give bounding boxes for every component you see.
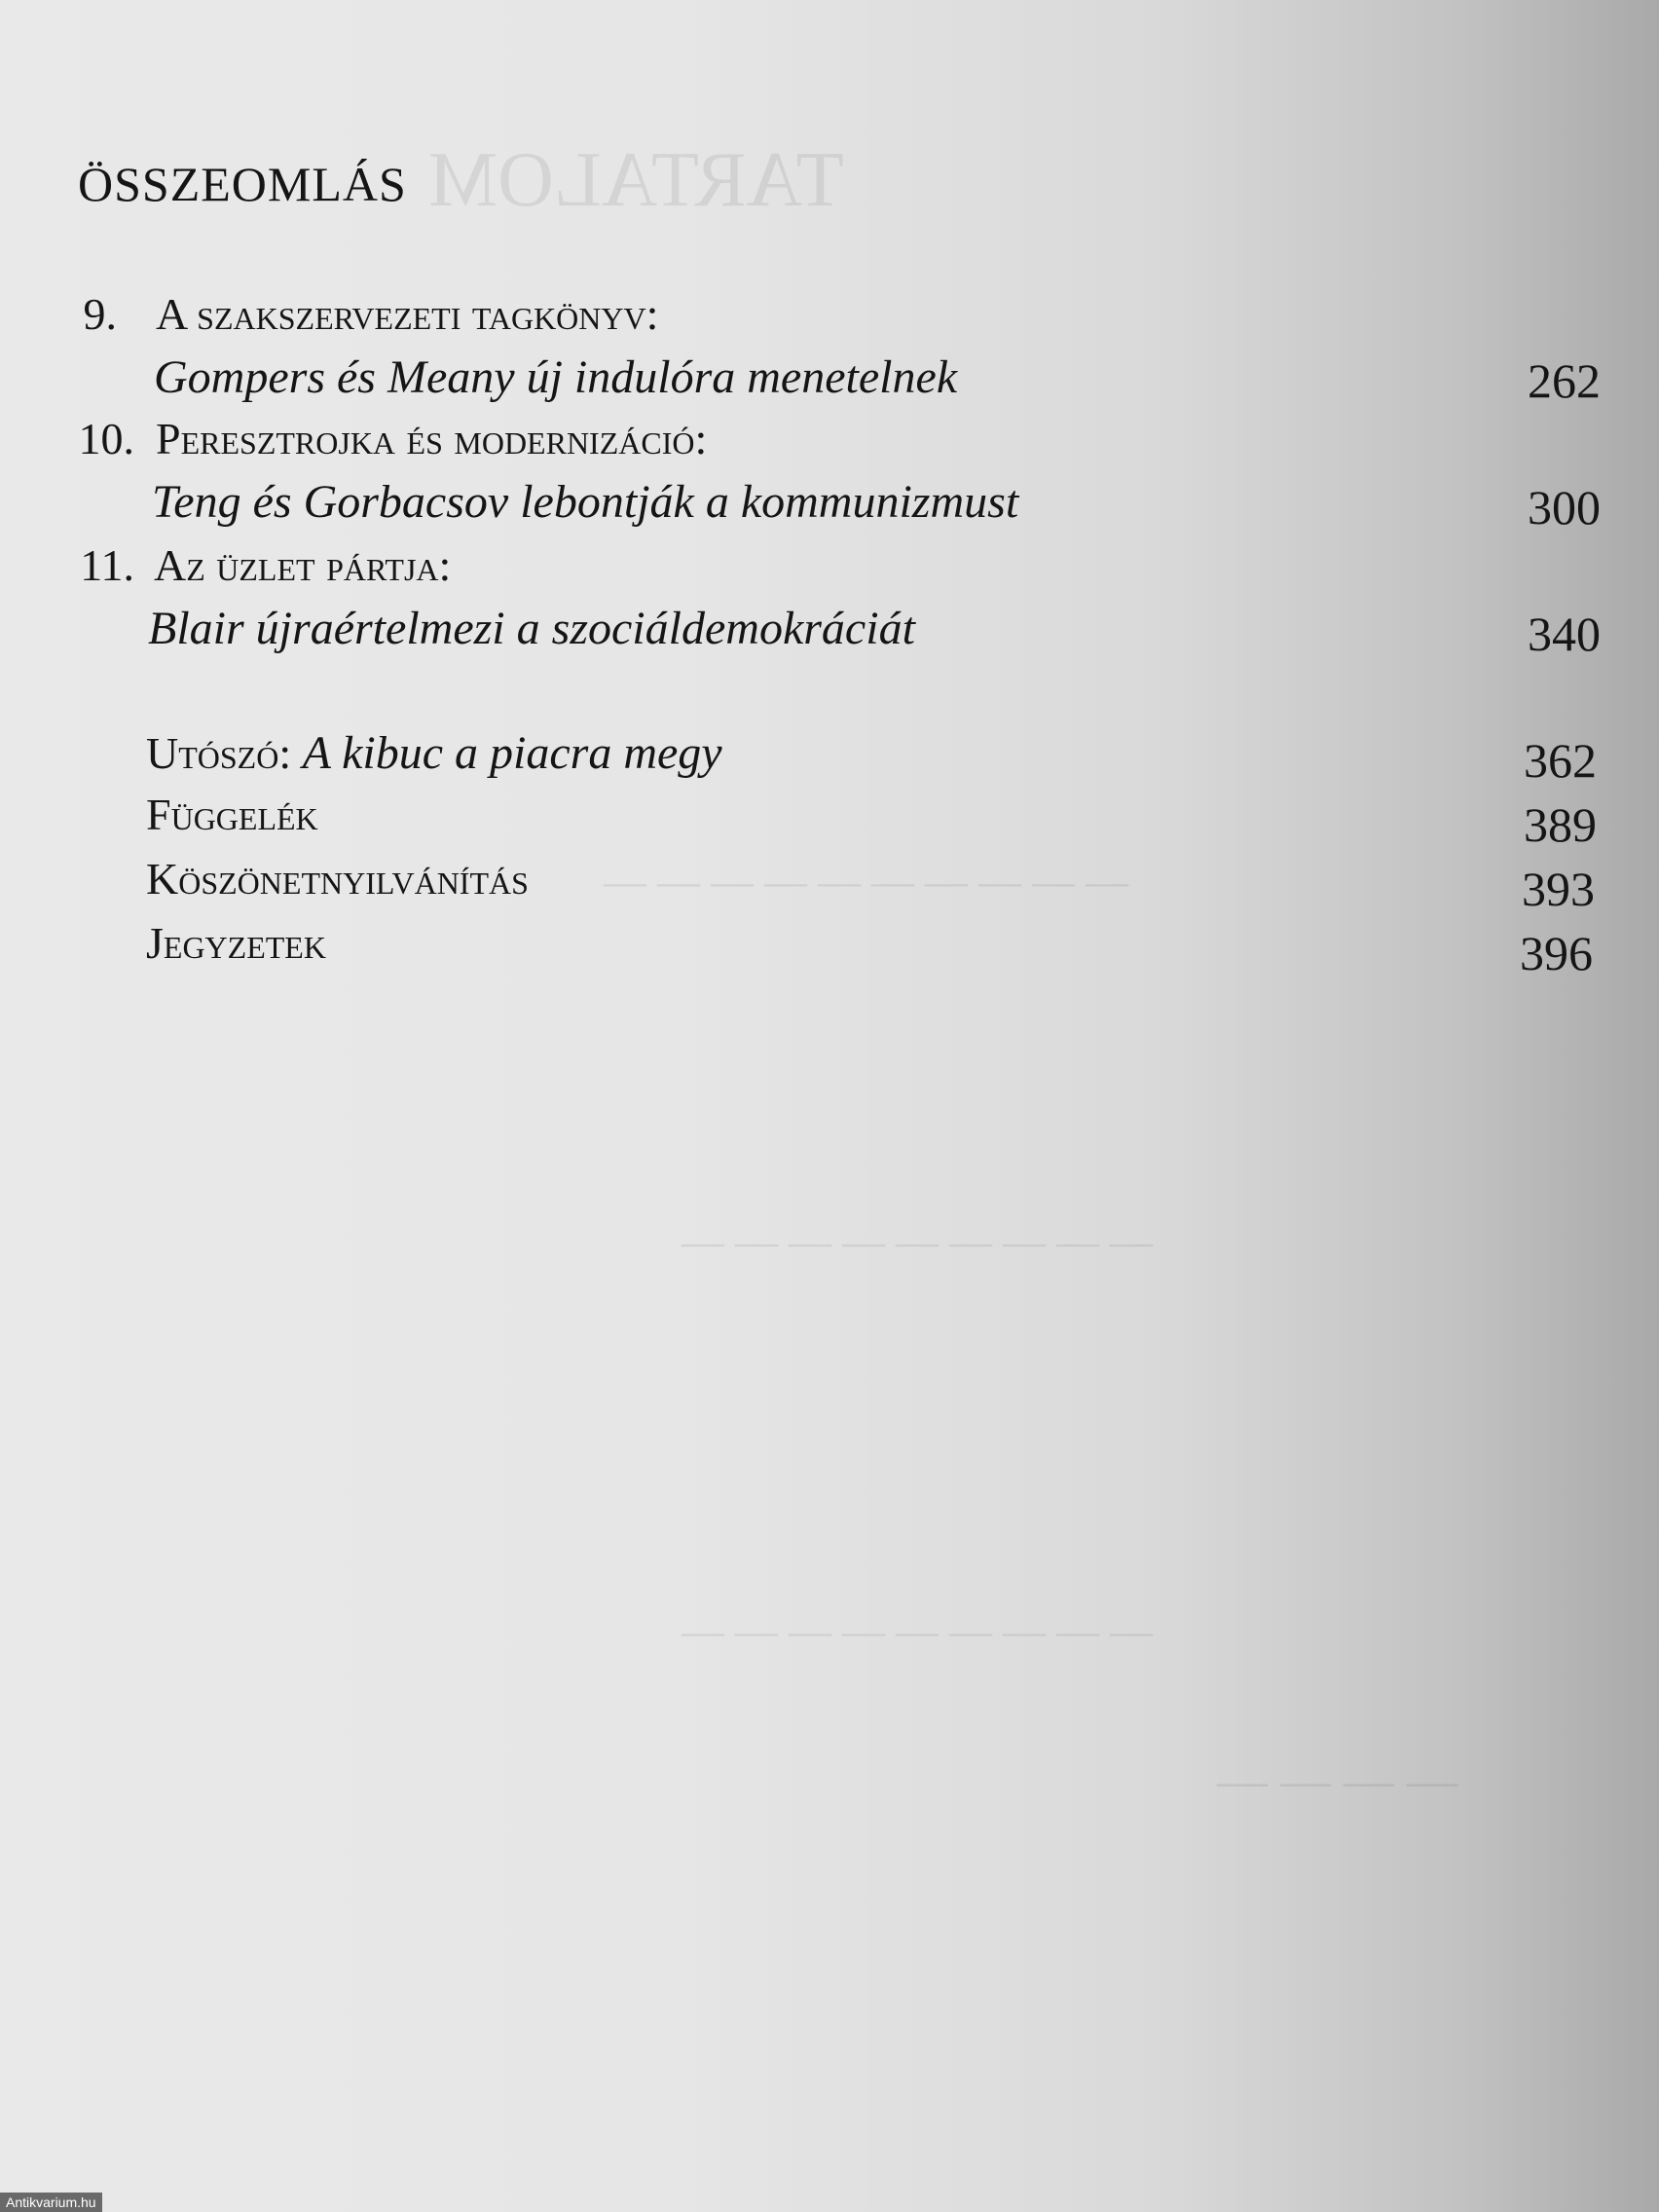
page-number: 396 xyxy=(1520,926,1593,980)
show-through-text: TARTALOM xyxy=(428,137,844,223)
chapter-subtitle: Teng és Gorbacsov lebontják a kommunizmust xyxy=(152,476,1019,528)
chapter-number: 10. xyxy=(78,414,134,463)
show-through-text: — — — — — — — — — xyxy=(682,1218,1153,1266)
show-through-text: — — — — — — — — — xyxy=(682,1607,1153,1655)
show-through-text: — — — — — — — — — — xyxy=(604,858,1128,905)
watermark: Antikvarium.hu xyxy=(0,2193,102,2212)
backmatter-heading: Köszönetnyilvánítás xyxy=(146,854,529,903)
chapter-subtitle: Gompers és Meany új indulóra menetelnek xyxy=(154,351,958,403)
chapter-heading: A szakszervezeti tagkönyv: xyxy=(156,289,659,339)
backmatter-heading: Függelék xyxy=(146,790,318,839)
backmatter-heading: Utószó: xyxy=(146,728,292,778)
backmatter-label xyxy=(146,726,722,780)
chapter-number: 11. xyxy=(80,540,134,590)
show-through-text: — — — — xyxy=(1217,1753,1457,1809)
chapter-heading: Az üzlet pártja: xyxy=(154,540,452,590)
page-number: 262 xyxy=(1528,353,1601,408)
page-number: 393 xyxy=(1522,862,1595,916)
backmatter-subtitle: A kibuc a piacra megy xyxy=(302,727,722,779)
chapter-subtitle: Blair újraértelmezi a szociáldemokráciát xyxy=(148,603,915,654)
page-number: 389 xyxy=(1524,797,1597,852)
page-number: 362 xyxy=(1524,733,1597,788)
chapter-heading: Peresztrojka és modernizáció: xyxy=(156,414,708,463)
page-number: 340 xyxy=(1528,607,1601,661)
section-title: ÖSSZEOMLÁS xyxy=(78,157,407,211)
chapter-number: 9. xyxy=(83,289,117,339)
page-number: 300 xyxy=(1528,480,1601,535)
backmatter-heading: Jegyzetek xyxy=(146,918,326,968)
